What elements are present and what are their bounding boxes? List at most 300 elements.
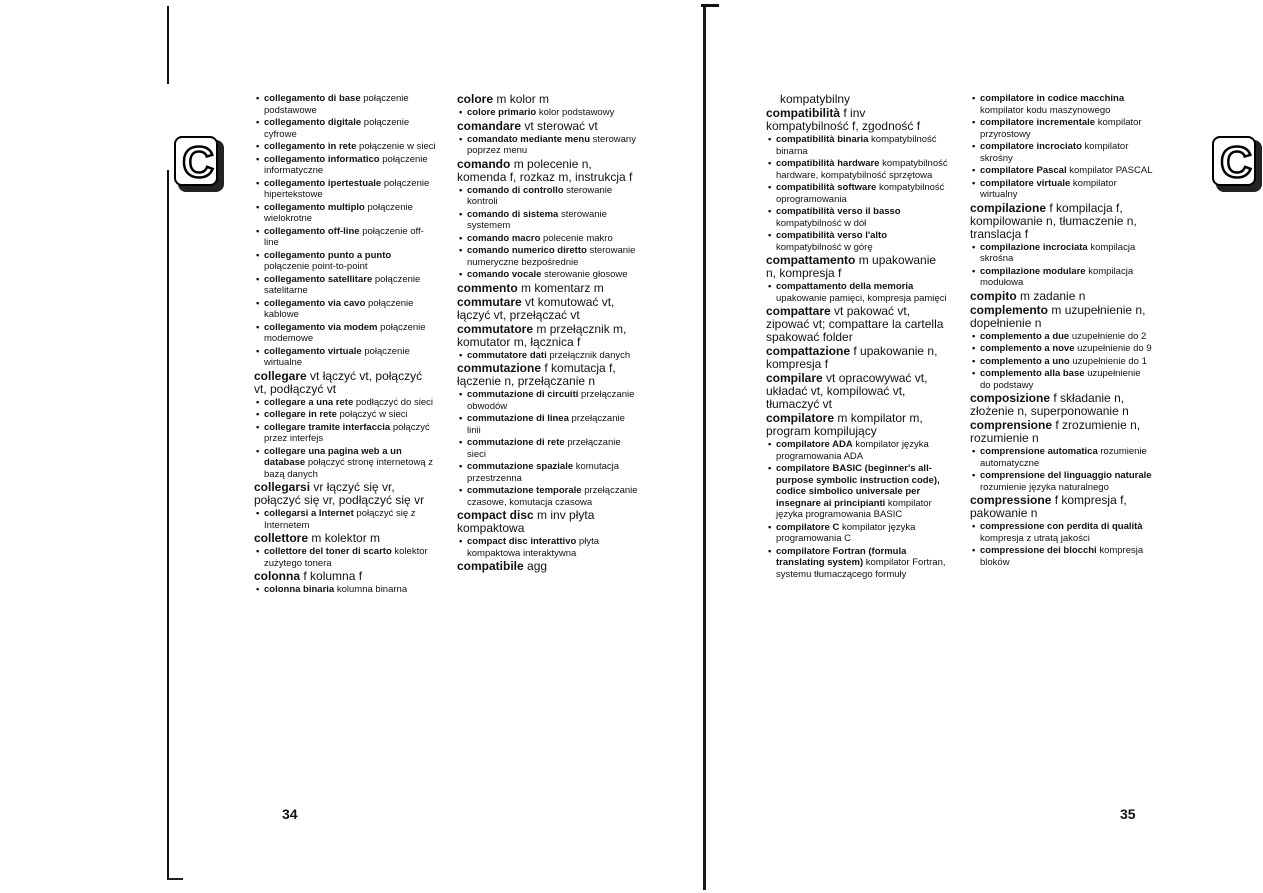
translation: połączyć stronę internetową z bazą danych <box>264 457 433 480</box>
translation: upakowanie pamięci, kompresja pamięci <box>776 292 947 304</box>
sub-entry <box>766 439 949 462</box>
sub-entry <box>254 346 437 369</box>
headword: compilatore <box>766 411 835 425</box>
translation: kompatybilność hardware, kompatybilność sprzętowa <box>776 158 948 181</box>
headword: composizione <box>970 391 1051 405</box>
headword: compressione con perdita di qualità <box>980 521 1143 532</box>
headword: compattamento <box>766 253 856 267</box>
translation: uzupełnienie do podstawy <box>980 368 1141 391</box>
headword: collegamento in rete <box>264 141 357 152</box>
bullet-icon: • <box>768 463 772 474</box>
sub-entry <box>970 117 1153 140</box>
translation: kompilator języka programowania BASIC <box>776 497 932 520</box>
headword: compilare <box>766 371 823 385</box>
sub-entry <box>766 182 949 205</box>
headword: comprensione automatica <box>980 446 1098 457</box>
bullet-icon: • <box>768 545 772 557</box>
translation: f składanie n, złożenie n, superponowanie n <box>970 391 1129 418</box>
headword: collegamento off-line <box>264 225 360 237</box>
bullet-icon: • <box>768 158 772 169</box>
sub-entry <box>766 158 949 181</box>
headword: commutazione di linea <box>467 413 569 424</box>
headword: collegarsi <box>254 480 311 494</box>
translation: kompilator Fortran, systemu tłumaczącego formuły <box>776 557 946 580</box>
translation: połączyć przez interfejs <box>264 421 430 444</box>
sub-entry <box>254 322 437 345</box>
dictionary-entry <box>254 532 437 545</box>
translation: kompilacja skrośna <box>980 241 1136 264</box>
dictionary-entry <box>766 93 949 106</box>
dictionary-entry <box>457 158 640 184</box>
bullet-icon: • <box>459 536 463 547</box>
headword: compilatore Pascal <box>980 165 1067 176</box>
bullet-icon: • <box>972 470 976 481</box>
dictionary-entry <box>457 509 640 535</box>
translation: vt łączyć vt, połączyć vt, podłączyć vt <box>254 368 423 396</box>
headword: commutatore <box>457 321 534 336</box>
sub-entry <box>254 546 437 569</box>
headword: colonna binaria <box>264 584 335 595</box>
translation: sterowanie systemem <box>467 208 607 231</box>
headword: compilazione <box>970 200 1047 215</box>
bullet-icon: • <box>768 521 772 533</box>
bullet-icon: • <box>256 584 260 595</box>
translation: m zadanie n <box>1020 288 1086 303</box>
sub-entry <box>457 245 640 268</box>
headword: comando numerico diretto <box>467 245 587 256</box>
sub-entry <box>457 461 640 484</box>
headword: colore primario <box>467 107 537 118</box>
translation: kompilator języka programowania ADA <box>776 439 929 462</box>
sub-entry <box>254 409 437 421</box>
translation: kompatybilność binarna <box>776 134 937 157</box>
headword: complemento a uno <box>980 355 1070 367</box>
translation: vt komutować vt, łączyć vt, przełączać vt <box>457 294 615 322</box>
dictionary-entry <box>970 304 1153 330</box>
translation: agg <box>527 559 548 573</box>
translation: przełączanie linii <box>467 413 625 436</box>
sub-entry <box>457 185 640 208</box>
translation: polecenie makro <box>543 232 613 244</box>
bullet-icon: • <box>459 461 463 472</box>
headword: collegare in rete <box>264 409 337 420</box>
bullet-icon: • <box>459 269 463 280</box>
section-letter: C <box>1220 138 1252 187</box>
bullet-icon: • <box>972 177 976 189</box>
sub-entry <box>457 107 640 119</box>
headword: commutazione spaziale <box>467 461 574 472</box>
bullet-icon: • <box>972 141 976 152</box>
bullet-icon: • <box>768 281 772 292</box>
bullet-icon: • <box>972 241 976 253</box>
bullet-icon: • <box>459 232 463 244</box>
sub-entry <box>254 298 437 321</box>
translation: połączyć się z Internetem <box>264 508 416 531</box>
headword: collegare tramite interfaccia <box>264 421 391 433</box>
dictionary-entry <box>766 345 949 371</box>
headword: comando di controllo <box>467 184 564 196</box>
translation: kompilator PASCAL <box>1069 165 1153 176</box>
translation: f komutacja f, łączenie n, przełączanie n <box>457 361 616 388</box>
translation: m przełącznik m, komutator m, łącznica f <box>457 321 627 349</box>
dictionary-entry <box>457 362 640 388</box>
translation: f upakowanie n, kompresja f <box>766 344 938 371</box>
translation: kompilator przyrostowy <box>980 117 1142 140</box>
sub-entry <box>254 397 437 409</box>
dictionary-entry <box>254 570 437 583</box>
headword: compressione dei blocchi <box>980 545 1097 556</box>
sub-entry <box>254 508 437 531</box>
sub-entry <box>457 536 640 559</box>
translation: kolumna binarna <box>336 584 408 595</box>
translation: sterowanie głosowe <box>544 269 628 280</box>
bullet-icon: • <box>256 273 260 285</box>
bullet-icon: • <box>768 134 772 145</box>
bullet-icon: • <box>459 389 463 400</box>
headword: commutatore dati <box>467 349 547 361</box>
translation: kompresja z utratą jakości <box>980 532 1090 544</box>
dictionary-entry <box>457 560 640 573</box>
headword: compatibilità binaria <box>776 134 869 145</box>
bullet-icon: • <box>972 355 976 367</box>
sub-entry <box>254 178 437 201</box>
sub-entry <box>457 134 640 157</box>
sub-entry <box>970 343 1153 355</box>
headword: collegamento digitale <box>264 117 362 128</box>
headword: compatibile <box>457 559 524 573</box>
headword: colore <box>457 92 494 106</box>
translation: f kolumna f <box>303 569 363 583</box>
translation: f inv kompatybilność f, zgodność f <box>766 106 921 133</box>
sub-entry <box>254 584 437 596</box>
headword: compattare <box>766 304 831 318</box>
section-letter-tab <box>174 136 222 190</box>
headword: complemento a due <box>980 330 1070 342</box>
translation: rozumienie automatyczne <box>980 446 1147 469</box>
translation: połączenie cyfrowe <box>264 117 410 140</box>
translation: połączenie w sieci <box>359 141 436 152</box>
sub-entry <box>457 389 640 412</box>
translation: połączenie informatyczne <box>264 153 428 176</box>
headword: complemento a nove <box>980 343 1075 354</box>
dictionary-entry <box>766 372 949 411</box>
translation: uzupełnienie do 9 <box>1077 343 1152 354</box>
bullet-icon: • <box>256 345 260 357</box>
headword: compilazione modulare <box>980 265 1086 277</box>
translation: m upakowanie n, kompresja f <box>766 253 937 280</box>
headword: compilatore incrementale <box>980 117 1096 128</box>
translation: vr łączyć się vr, połączyć się vr, podłączyć się vr <box>254 480 425 507</box>
translation: rozumienie języka naturalnego <box>980 481 1109 493</box>
sub-entry <box>254 117 437 140</box>
bullet-icon: • <box>256 445 260 457</box>
translation: kolektor zużytego tonera <box>264 546 428 569</box>
bullet-icon: • <box>972 165 976 176</box>
bullet-icon: • <box>256 321 260 333</box>
bullet-icon: • <box>459 133 463 145</box>
headword: commutazione <box>457 361 542 375</box>
dictionary-entry <box>254 370 437 396</box>
sub-entry <box>254 202 437 225</box>
bullet-icon: • <box>972 545 976 556</box>
sub-entry <box>457 413 640 436</box>
translation: m inv płyta kompaktowa <box>457 508 595 535</box>
translation: f kompilacja f, kompilowanie n, tłumaczenie n, translacja f <box>970 200 1137 241</box>
page-edge-line <box>167 6 169 84</box>
translation: przełączanie obwodów <box>467 389 635 412</box>
headword: compatibilità verso il basso <box>776 206 901 217</box>
dictionary-entry <box>766 107 949 133</box>
sub-entry <box>254 226 437 249</box>
bullet-icon: • <box>256 93 260 104</box>
dictionary-entry <box>766 412 949 438</box>
bullet-icon: • <box>256 508 260 519</box>
bullet-icon: • <box>256 546 260 557</box>
bullet-icon: • <box>256 201 260 213</box>
headword: collegamento via cavo <box>264 297 366 309</box>
headword: collegare a una rete <box>264 396 354 408</box>
headword: compressione <box>970 493 1052 507</box>
headword: collegamento punto a punto <box>264 249 392 261</box>
translation: przełączanie sieci <box>467 437 621 460</box>
bullet-icon: • <box>256 153 260 165</box>
dictionary-entry <box>970 392 1153 418</box>
headword: colonna <box>254 569 301 583</box>
headword: commutazione di circuiti <box>467 389 579 400</box>
translation: sterowanie kontroli <box>467 184 613 207</box>
sub-entry <box>970 545 1153 568</box>
translation: sterowany poprzez menu <box>467 133 636 156</box>
headword: compatibilità <box>766 106 841 120</box>
translation: połączenie modemowe <box>264 321 426 344</box>
translation: m kolor m <box>496 92 550 106</box>
sub-entry <box>254 93 437 116</box>
translation: połączenie wielokrotne <box>264 201 413 224</box>
bullet-icon: • <box>768 206 772 217</box>
sub-entry <box>254 250 437 273</box>
bullet-icon: • <box>459 184 463 196</box>
dictionary-entry <box>970 202 1153 241</box>
dictionary-entry <box>254 481 437 507</box>
bullet-icon: • <box>972 330 976 342</box>
bullet-icon: • <box>256 177 260 189</box>
translation: uzupełnienie do 2 <box>1071 330 1147 342</box>
bullet-icon: • <box>256 249 260 261</box>
bullet-icon: • <box>768 439 772 450</box>
sub-entry <box>970 470 1153 493</box>
sub-entry <box>970 266 1153 289</box>
sub-entry <box>766 281 949 304</box>
sub-entry <box>970 521 1153 544</box>
headword: compito <box>970 288 1017 303</box>
sub-entry <box>970 356 1153 368</box>
dictionary-entry <box>970 419 1153 445</box>
headword: collegare una pagina web a un database <box>264 445 402 468</box>
bullet-icon: • <box>256 297 260 309</box>
sub-entry <box>254 154 437 177</box>
translation: kompatybilność oprogramowania <box>776 182 945 205</box>
headword: collegare <box>254 368 307 383</box>
translation: połączenie hipertekstowe <box>264 177 430 200</box>
headword: compilatore Fortran (formula translating system) <box>776 545 907 568</box>
section-letter-tab <box>1212 136 1260 190</box>
translation: vt opracowywać vt, układać vt, kompilować vt, tłumaczyć vt <box>766 371 928 411</box>
translation: połączenie point-to-point <box>264 261 368 272</box>
dictionary-entry <box>457 282 640 295</box>
sub-entry <box>970 165 1153 177</box>
bullet-icon: • <box>768 230 772 241</box>
bullet-icon: • <box>459 485 463 496</box>
bullet-icon: • <box>459 349 463 361</box>
sub-entry <box>766 206 949 229</box>
bullet-icon: • <box>256 421 260 433</box>
headword: comandare <box>457 118 522 133</box>
translation: f zrozumienie n, rozumienie n <box>970 418 1141 445</box>
headword: compilatore ADA <box>776 439 853 450</box>
headword: commento <box>457 280 518 295</box>
sub-entry <box>766 522 949 545</box>
headword: comprensione <box>970 418 1053 432</box>
headword: comando macro <box>467 232 541 244</box>
headword: collegamento multiplo <box>264 201 365 213</box>
translation: sterowanie numeryczne bezpośrednie <box>467 245 636 268</box>
headword: collegamento informatico <box>264 153 380 165</box>
translation: vt sterować vt <box>524 118 598 133</box>
translation: połączenie satelitarne <box>264 273 421 296</box>
bullet-icon: • <box>972 93 976 104</box>
translation: przełączanie czasowe, komutacja czasowa <box>467 485 638 508</box>
sub-entry <box>457 485 640 508</box>
page-edge-line <box>701 4 719 7</box>
headword: comando di sistema <box>467 208 559 220</box>
headword: compatibilità hardware <box>776 158 880 169</box>
translation: kolor podstawowy <box>538 107 615 118</box>
translation: m kolektor m <box>311 531 381 545</box>
headword: compact disc <box>457 508 534 522</box>
headword: compilatore C <box>776 521 840 533</box>
translation: połączenie kablowe <box>264 297 414 320</box>
translation: m kompilator m, program kompilujący <box>766 411 923 438</box>
dictionary-entry <box>970 494 1153 520</box>
dictionary-entry <box>970 290 1153 303</box>
page-edge-line <box>167 170 169 880</box>
translation: kompresja bloków <box>980 545 1144 568</box>
headword: comandato mediante menu <box>467 133 590 145</box>
translation: komutacja przestrzenna <box>467 461 620 484</box>
headword: comando <box>457 156 511 171</box>
bullet-icon: • <box>459 437 463 448</box>
translation: m komentarz m <box>521 280 604 295</box>
headword: collegarsi a Internet <box>264 508 354 519</box>
bullet-icon: • <box>972 521 976 532</box>
sub-entry <box>766 230 949 253</box>
translation: przełącznik danych <box>549 349 631 361</box>
headword: collegamento via modem <box>264 321 378 333</box>
headword: compilatore in codice macchina <box>980 93 1125 104</box>
dictionary-entry <box>457 296 640 322</box>
sub-entry <box>766 134 949 157</box>
headword: complemento alla base <box>980 368 1085 379</box>
bullet-icon: • <box>256 225 260 237</box>
bullet-icon: • <box>972 368 976 379</box>
translation: połączenie off-line <box>264 225 424 248</box>
translation: uzupełnienie do 1 <box>1072 355 1147 367</box>
translation: połączenie podstawowe <box>264 93 409 116</box>
bullet-icon: • <box>256 117 260 128</box>
sub-entry <box>254 446 437 481</box>
bullet-icon: • <box>459 245 463 256</box>
sub-entry <box>970 446 1153 469</box>
section-letter: C <box>182 138 214 187</box>
translation: vt pakować vt, zipować vt; compattare la cartella spakować folder <box>766 304 944 344</box>
translation: płyta kompaktowa interaktywna <box>467 536 599 559</box>
headword: compilatore virtuale <box>980 177 1071 189</box>
page-number: 34 <box>282 806 298 822</box>
sub-entry <box>970 368 1153 391</box>
translation: kompilator wirtualny <box>980 177 1117 200</box>
page-number: 35 <box>1120 806 1136 822</box>
sub-entry <box>970 178 1153 201</box>
page-edge-line <box>703 4 706 890</box>
translation: połączenie wirtualne <box>264 345 410 368</box>
sub-entry <box>970 141 1153 164</box>
headword: compatibilità software <box>776 182 877 193</box>
bullet-icon: • <box>972 446 976 457</box>
sub-entry <box>766 546 949 581</box>
sub-entry <box>457 269 640 281</box>
bullet-icon: • <box>256 409 260 420</box>
translation: kompilator języka programowania C <box>776 521 916 544</box>
translation: kompilacja modułowa <box>980 265 1134 288</box>
page-corner-mark <box>167 878 183 880</box>
dictionary-entry <box>457 120 640 133</box>
sub-entry <box>254 141 437 153</box>
translation: m uzupełnienie n, dopełnienie n <box>970 302 1146 330</box>
headword: commutazione temporale <box>467 485 582 496</box>
headword: compact disc interattivo <box>467 536 577 547</box>
headword: collegamento virtuale <box>264 345 362 357</box>
translation: kompilator skrośny <box>980 141 1129 164</box>
bullet-icon: • <box>972 343 976 354</box>
right-page-column-1 <box>766 92 949 580</box>
right-page <box>632 0 1263 893</box>
sub-entry <box>254 422 437 445</box>
headword: commutare <box>457 294 522 309</box>
headword: compattazione <box>766 344 851 358</box>
headword: compattamento della memoria <box>776 281 914 292</box>
bullet-icon: • <box>459 107 463 118</box>
sub-entry <box>970 242 1153 265</box>
left-page-column-1 <box>254 92 437 596</box>
headword: collettore del toner di scarto <box>264 546 392 557</box>
dictionary-entry <box>457 323 640 349</box>
sub-entry <box>970 93 1153 116</box>
sub-entry <box>766 463 949 521</box>
sub-entry <box>457 209 640 232</box>
right-page-column-2 <box>970 92 1153 568</box>
translation: m polecenie n, komenda f, rozkaz m, instrukcja f <box>457 156 633 184</box>
headword: compilazione incrociata <box>980 241 1088 253</box>
headword: compilatore incrociato <box>980 141 1082 152</box>
headword: collegamento ipertestuale <box>264 177 382 189</box>
sub-entry <box>457 437 640 460</box>
headword: comando vocale <box>467 269 542 280</box>
translation: podłączyć do sieci <box>355 396 433 408</box>
translation: kompilator kodu maszynowego <box>980 104 1111 116</box>
headword: complemento <box>970 302 1049 317</box>
dictionary-entry <box>766 254 949 280</box>
bullet-icon: • <box>256 396 260 408</box>
